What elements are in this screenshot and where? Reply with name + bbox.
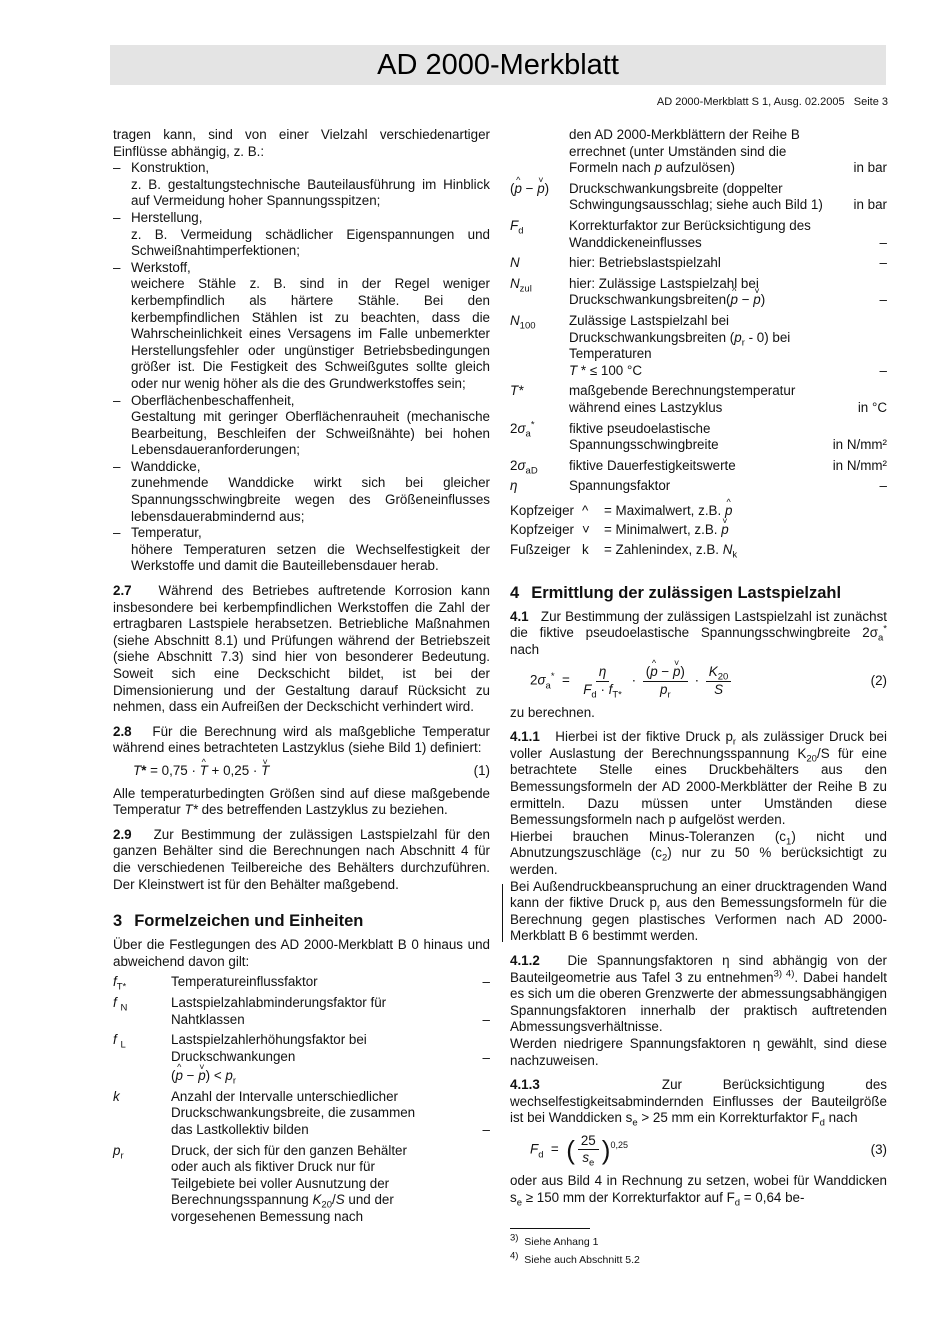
symbol-row: k Anzahl der Intervalle unterschiedlicher Druckschwankungsbreite, die zusammen das Lastkollektiv bilden – [113,1088,490,1138]
list-item: – Herstellung, z. B. Vermeidung schädlicher Eigenspannungen und Schweißnahtimperfektionen; [113,210,490,260]
left-column [113,127,490,1226]
symbol-row: $N_{100}$ Zulässige Lastspielzahl bei Druckschwankungsbreiten $(p_r - 0)$ bei Temperaturen T * ≤ 100 °C – [510,312,887,378]
list-item: – Temperatur, höhere Temperaturen setzen die Wechselfestigkeit der Werkstoffe und damit die Bauteillebensdauer herab. [113,525,490,575]
page-title: AD 2000-Merkblatt [377,49,619,81]
page-subheader: AD 2000-Merkblatt S 1, Ausg. 02.2005 Seite 3 [656,96,888,108]
index-notation-row: Kopfzeiger ˅ = Minimalwert, z.B. p ˅ [510,522,887,539]
paragraph-4-1-3: 4.1.3 Zur Berücksichtigung des wechselfestigkeitsabmindernden Einflusses der Bauteilgröße ist bei Wanddicken $s_e > 25$ mm ein Korrekturfaktor $F_d$ nach [510,1077,887,1129]
paragraph-4-1-1-c: Bei Außendruckbeanspruchung an einer drucktragenden Wand kann der fiktive Druck $p_r$ aus den Bemessungsformeln für die Berechnung gegen plastisches Verformen nach AD 2000-Merkblatt B 6 bestimmt werden. [510,878,887,944]
paragraph-4-1-2: 4.1.2 Die Spannungsfaktoren η sind abhängig von der Bauteilgeometrie aus Tafel 3 zu entnehmen$^{3) 4)}$. Dabei handelt es sich um die oberen Grenzwerte der abmessungsabhängigen Spannungsfaktoren innerhalb der praktisch auftretenden Abmessungsverhältnisse. [510,952,887,1035]
equation-2-after: zu berechnen. [510,704,595,720]
symbol-row: T* maßgebende Berechnungstemperatur während eines Lastzyklus in °C [510,383,887,415]
symbol-row-continued: den AD 2000-Merkblättern der Reihe B errechnet (unter Umständen sind die Formeln nach p aufzulösen) in bar [569,127,887,176]
intro-text: tragen kann, sind von einer Vielzahl verschiedenartiger Einflüsse abhängig, z. B.: [113,127,490,159]
symbol-row: $2\sigma_{aD}$ fiktive Dauerfestigkeitswerte in N/mm² [510,457,887,477]
index-notation-row: Kopfzeiger ^ = Maximalwert, z.B. p ^ [510,503,887,520]
section-3-intro: Über die Festlegungen des AD 2000-Merkblatt B 0 hinaus und abweichend davon gilt: [113,937,490,969]
paragraph-2-8: 2.8 Für die Berechnung wird als maßgebliche Temperatur während eines betrachteten Lastzyklus (siehe Bild 1) definiert: [113,723,490,756]
paragraph-4-1-1: 4.1.1 Hierbei ist der fiktive Druck $p_r$ als zulässiger Druck bei voller Auslastung der Berechnungsspannung $K_{20}/S$ für eine betrachtete Stelle eines Druckbehälters aus den Bemessungsformeln der AD 2000-Merkblätter der Reihe B zu ermitteln. Dazu müssen unter Umständen diese Bemessungsformeln nach p aufgelöst werden. [510,729,887,828]
list-item: – Wanddicke, zunehmende Wanddicke wirkt sich bei gleicher Spannungsschwingbreite wegen des Größeneinflusses lebensdauerabmindernd aus; [113,459,490,525]
paragraph-4-1-1-b: Hierbei brauchen Minus-Toleranzen $(c_1)$ nicht und Abnutzungszuschläge $(c_2)$ nur zu 50 % berücksichtigt zu werden. [510,828,888,877]
paragraph-4-1-2-b: Werden niedrigere Spannungsfaktoren η gewählt, sind diese nachzuweisen. [510,1035,887,1068]
list-item: – Oberflächenbeschaffenheit, Gestaltung mit geringer Oberflächenrauheit (mechanische Bearbeitung, Beschleifen der Schweißnähte) bei hohen Lebensdaueranforderungen; [113,393,490,459]
footnote-divider [510,1228,590,1229]
symbol-row: $2\sigma_a^*$ fiktive pseudoelastische Spannungsschwingbreite in N/mm² [510,419,887,453]
equation-1: T* = 0,75 · T ^ + 0,25 · T ˅ (1) [113,763,490,780]
paragraph-2-9: 2.9 Zur Bestimmung der zulässigen Lastspielzahl für den ganzen Behälter sind die Berechnungen nach Abschnitt 4 für die verschiedenen Teilbereiche des Behälters durchzuführen. Der Kleinstwert ist für den Behälter maßgebend. [113,826,490,892]
symbol-row: $N_{zul}$ hier: Zulässige Lastspielzahl bei Druckschwankungsbreiten(p ^ − p ˅) – [510,276,887,309]
symbol-row: N hier: Betriebslastspielzahl – [510,255,887,271]
section-4-heading: 4 Ermittlung der zulässigen Lastspielzahl [510,583,842,602]
symbol-row: $p_r$ Druck, der sich für den ganzen Behälter oder auch als fiktiver Druck nur für Teilgebiete bei voller Ausnutzung der Berechnungsspannung $K_{20}/S$ und der vorgesehenen Bemessung nach [113,1142,407,1225]
paragraph-4-1-3-b: oder aus Bild 4 in Rechnung zu setzen, wobei für Wanddicken $s_e \ge 150$ mm der Korrekturfaktor auf $F_d = 0,64$ be- [510,1173,887,1209]
paragraph-2-7: 2.7 Während des Betriebes auftretende Korrosion kann insbesondere bei kerbempfindlichen Werkstoffen die Zahl der ertragbaren Lastspiele herabsetzen. Betriebliche Maßnahmen (siehe Abschnitt 8.1) und Prüfungen während der Betriebszeit (siehe Abschnitt 7.3) sind hier von besonderer Bedeutung. Soweit sich eine Deckschicht bildet, ist bei der Dimensionierung und der Gestaltung darauf Rücksicht zu nehmen, dass ein Aufreißen der Deckschicht verhindert wird. [113,583,490,715]
symbol-row: f $_L$ Lastspielzahlerhöhungsfaktor bei Druckschwankungen (p ^ − p ˅) < $p_r$ – [113,1032,490,1085]
header-bar [110,45,886,85]
paragraph-2-8-b: Alle temperaturbedingten Größen sind auf diese maßgebende Temperatur T* des betreffenden Lastzyklus zu beziehen. [113,785,490,818]
right-column [510,127,888,1209]
equation-2: $2\sigma_a^*$ = $\frac{\eta}{F_d \cdot f_{T*}}$ · $\frac{(p \^{} - p ˅)}{p_r}$ · $\frac{K_{20}}{S}$ (2) [510,664,887,698]
footnote: $^{4)}$ Siehe auch Abschnitt 5.2 [510,1250,640,1266]
index-notation-row: Fußzeiger k = Zahlenindex, z.B. $N_k$ [510,542,738,561]
symbol-row: f $_N$ Lastspielzahlabminderungsfaktor für Nahtklassen – [113,994,490,1027]
footnote: $^{3)}$ Siehe Anhang 1 [510,1232,599,1248]
symbol-row: $F_d$ Korrekturfaktor zur Berücksichtigung des Wanddickeneinflusses – [510,217,887,250]
change-bar [502,884,503,942]
list-item: – Konstruktion, z. B. gestaltungstechnische Bauteilausführung im Hinblick auf Vermeidung hoher Spannungsspitzen; [113,160,490,210]
paragraph-4-1: 4.1 Zur Bestimmung der zulässigen Lastspielzahl ist zunächst die fiktive pseudoelastische Spannungsschwingbreite $2\sigma_a^*$ nach [510,608,887,657]
symbol-row: $f_{T*}$ Temperatureinflussfaktor – [113,974,490,993]
section-3-heading: 3 Formelzeichen und Einheiten [113,912,364,931]
symbol-row: (p ^ − p ˅) Druckschwankungsbreite (doppelter Schwingungsausschlag; siehe auch Bild 1) in bar [510,181,887,214]
symbol-row: η Spannungsfaktor – [510,478,887,494]
equation-3: $F_d$ = ( $\frac{25}{s_e}$ )$^{0,25}$ (3) [530,1132,887,1170]
list-item: – Werkstoff, weichere Stähle z. B. sind in der Regel weniger kerbempfindlich als härtere Stähle. Bei den kerbempfindlichen Stählen ist zu beachten, dass die Wahrscheinlichkeit eines Versagens im Falle unbemerkter Herstellungsfehler oder ungünstiger Betriebsbedingungen größer ist. Die Festigkeit des Schweißgutes sollte gleich oder nur wenig höher als die des Grundwerkstoffes sein; [113,260,490,393]
